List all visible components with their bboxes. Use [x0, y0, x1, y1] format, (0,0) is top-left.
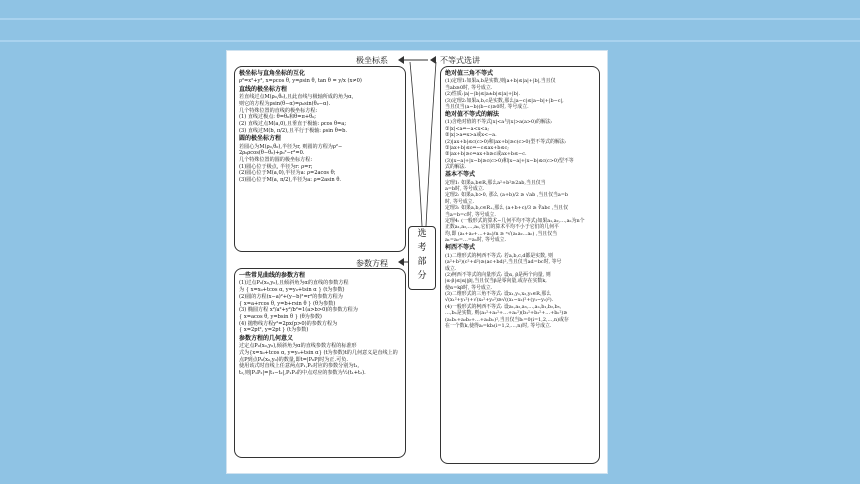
- text-line: √(x₁²+y₁²)+√(x₂²+y₂²)≥√((x₁−x₂)²+(y₁−y₂)²).: [445, 297, 554, 304]
- text-line: (3)定理2:如果a,b,c是实数,那么|a−c|≤|a−b|+|b−c|,: [445, 97, 564, 104]
- text-line: 使α=kβ时, 等号成立.: [445, 284, 493, 291]
- text-line: a₁=a₂=…=aₙ时, 等号成立.: [445, 237, 507, 244]
- text-line: 则它的方程为ρsin(θ−α)=ρ₀sin(θ₀−α).: [239, 100, 331, 107]
- text-line: 正数a₁,a₂,…,aₙ,它们的算术平均不小于它们的几何平: [445, 224, 559, 231]
- text-line: (1)二维形式的柯西不等式: 若a,b,c,d都是实数, 则: [445, 252, 554, 259]
- text-line: 几个特殊位置的直线的极坐标方程:: [239, 107, 318, 114]
- text-line: (1)含绝对值的不等式|x|<a与|x|>a(a>0)的解法:: [445, 119, 553, 126]
- text-line: (a²+b²)(c²+d²)≥(ac+bd)²,当且仅当ad=bc时, 等号: [445, 259, 562, 266]
- arrow-left-icon: [430, 56, 436, 64]
- text-line: (1)定理1:如果a,b是实数,则|a+b|≤|a|+|b|,当且仅: [445, 78, 556, 85]
- text-line: 在一个数k,使得aᵢ=kbᵢ(i=1,2,…,n)时, 等号成立.: [445, 323, 552, 330]
- text-line: 点P到点P₀(x₀,y₀)的数量,即t=|P₀P|时为正.可负.: [239, 356, 348, 363]
- parametric-content: [239, 272, 401, 376]
- text-line: 定理1: 如果a,b∈R,那么a²+b²≥2ab,当且仅当: [445, 179, 546, 186]
- text-line: (2)柯西不等式的向量形式: 设α, β是两个向量, 则: [445, 271, 551, 278]
- section-heading: 绝对值不等式的解法: [445, 111, 500, 119]
- text-line: (2)|ax+b|≤c(c>0)和|ax+b|≥c(c>0)型不等式的解法:: [445, 138, 567, 145]
- text-line: (3)圆心位于M(a, π/2),半径为a: ρ=2asin θ.: [239, 177, 342, 184]
- text-line: 式的解法.: [445, 164, 467, 171]
- text-line: 式为{x=x₀+tcos α, y=y₀+tsin α} (t为参数)t的几何意义是直线上的: [239, 349, 398, 356]
- center-char: 部: [417, 257, 427, 267]
- text-line: (3) 椭圆方程 x²/a²+y²/b²=1(a>b>0)的参数方程为: [239, 307, 358, 314]
- text-line: 当ab≥0时, 等号成立.: [445, 84, 493, 91]
- section-heading: 极坐标与直角坐标的互化: [239, 70, 306, 77]
- text-line: …,bₙ是实数, 则(a₁²+a₂²+…+aₙ²)(b₁²+b₂²+…+bₙ²)≥: [445, 310, 568, 317]
- section-heading: 柯西不等式: [445, 244, 476, 252]
- text-line: (2)性质:|a|−|b|≤|a±b|≤|a|+|b|.: [445, 91, 521, 98]
- text-line: ρ²=x²+y², x=ρcos θ, y=ρsin θ, tan θ = y/x (x≠0): [239, 78, 362, 85]
- text-line: ①|ax+b|≤c⇔−c≤ax+b≤c;: [445, 145, 509, 152]
- text-line: (3) 直线过M(b, π/2),且平行于极轴: ρsin θ=b.: [239, 127, 347, 134]
- text-line: (1)过点P₀(x₀,y₀),且倾斜角为α的直线的参数方程: [239, 280, 349, 287]
- text-line: (1)圆心位于极点, 半径为r: ρ=r;: [239, 163, 313, 170]
- text-line: 定理4: (一般形式的算术−几何平均不等式)如果a₁,a₂,…,aₙ为n个: [445, 218, 585, 225]
- text-line: 定理2: 如果a,b>0, 那么 (a+b)/2 ≥ √ab ,当且仅当a=b: [445, 192, 569, 199]
- section-heading: 直线的极坐标方程: [239, 85, 288, 93]
- text-line: { x=a+rcos θ, y=b+rsin θ } (θ为参数): [239, 300, 336, 307]
- left-bottom-header: 参数方程: [356, 259, 388, 268]
- center-char: 分: [417, 271, 427, 281]
- text-line: 若直线过点M(ρ₀,θ₀),且此直线与极轴所成的角为α,: [239, 94, 354, 101]
- elective-section-label: [408, 226, 436, 290]
- text-line: (2)圆心位于M(a,0),半径为a: ρ=2acos θ;: [239, 170, 336, 177]
- arrow-left-icon: [398, 258, 404, 266]
- inequalities-box: [440, 66, 600, 464]
- text-line: (2) 直线过点M(a,0),且垂直于极轴: ρcos θ=a;: [239, 121, 347, 128]
- section-heading: 参数方程的几何意义: [239, 334, 294, 342]
- inequalities-content: [445, 70, 595, 329]
- text-line: 过定点P₀(x₀,y₀),倾斜角为α的直线参数方程的标准形: [239, 343, 357, 350]
- text-line: 当且仅当(a−b)(b−c)≥0时, 等号成立.: [445, 103, 529, 110]
- left-top-header: 极坐标系: [356, 56, 388, 65]
- arrow-left-icon: [398, 56, 404, 64]
- text-line: (3)|x−a|+|x−b|≥c(c>0)和|x−a|+|x−b|≤c(c>0)型不等: [445, 157, 574, 164]
- text-line: 若圆心为M(ρ₀,θ₀),半径为r, 则圆的方程为ρ²−: [239, 143, 343, 150]
- right-header: 不等式选讲: [440, 56, 480, 65]
- text-line: { x=acos θ, y=bsin θ } (θ为参数): [239, 313, 322, 320]
- text-line: 成立.: [445, 265, 457, 272]
- center-char: 选: [417, 229, 427, 239]
- text-line: (4)一般形式的柯西不等式: 设a₁,a₂,a₃,…,aₙ,b₁,b₂,b₃,: [445, 303, 562, 310]
- polar-coordinates-box: [234, 66, 406, 252]
- text-line: 几个特殊位置的圆的极坐标方程:: [239, 156, 313, 163]
- text-line: t₂,则|P₁P₂|=|t₁−t₂|,P₁P₂的中点对应的参数为½(t₁+t₂).: [239, 369, 366, 376]
- text-line: 为 { x=x₀+tcos α, y=y₀+tsin α } (t为参数): [239, 287, 345, 294]
- text-line: a=b时, 等号成立.: [445, 186, 485, 193]
- parametric-equations-box: [234, 268, 406, 458]
- text-line: (a₁b₁+a₂b₂+…+aₙbₙ)²,当且仅当bᵢ=0(i=1,2,…,n)或存: [445, 316, 569, 323]
- text-line: ②|x|>a⇔x>a或x<−a.: [445, 132, 497, 139]
- text-line: ②|ax+b|≥c⇔ax+b≥c或ax+b≤−c.: [445, 151, 527, 158]
- text-line: (3)二维形式的三角不等式: 设x₁,y₁,x₂,y₂∈R,那么: [445, 291, 552, 298]
- text-line: ①|x|<a⇔−a<x<a;: [445, 125, 490, 132]
- polar-content: [239, 70, 401, 183]
- center-char: 考: [417, 243, 427, 253]
- text-line: 均,即 (a₁+a₂+…+aₙ)/n ≥ ⁿ√(a₁a₂…aₙ) ,当且仅当: [445, 230, 558, 237]
- text-line: (1) 直线过极点: θ=θ₀和θ=π+θ₀;: [239, 114, 316, 121]
- section-heading: 基本不等式: [445, 171, 476, 179]
- section-heading: 一些常见曲线的参数方程: [239, 272, 306, 279]
- text-line: 2ρ₀ρcos(θ−θ₀)+ρ₀²−r²=0.: [239, 150, 305, 157]
- text-line: (4) 抛物线方程y²=2px(p>0)的参数方程为: [239, 320, 338, 327]
- text-line: |α·β|≤|α||β|,当且仅当β是零向量,或存在实数k,: [445, 278, 547, 285]
- text-line: 时, 等号成立.: [445, 198, 475, 205]
- text-line: (2)圆的方程(x−a)²+(y−b)²=r²的参数方程为: [239, 293, 343, 300]
- text-line: 定理3: 如果a,b,c∈R₊,那么 (a+b+c)/3 ≥ ∛abc ,当且仅: [445, 205, 568, 212]
- section-heading: 绝对值三角不等式: [445, 70, 494, 77]
- text-line: 使用该式时直线上任意两点P₁,P₂对应的参数分别为t₁,: [239, 363, 360, 370]
- text-line: 当a=b=c时, 等号成立.: [445, 211, 496, 218]
- text-line: { x=2pt², y=2pt } (t为参数): [239, 327, 309, 334]
- section-heading: 圆的极坐标方程: [239, 135, 282, 143]
